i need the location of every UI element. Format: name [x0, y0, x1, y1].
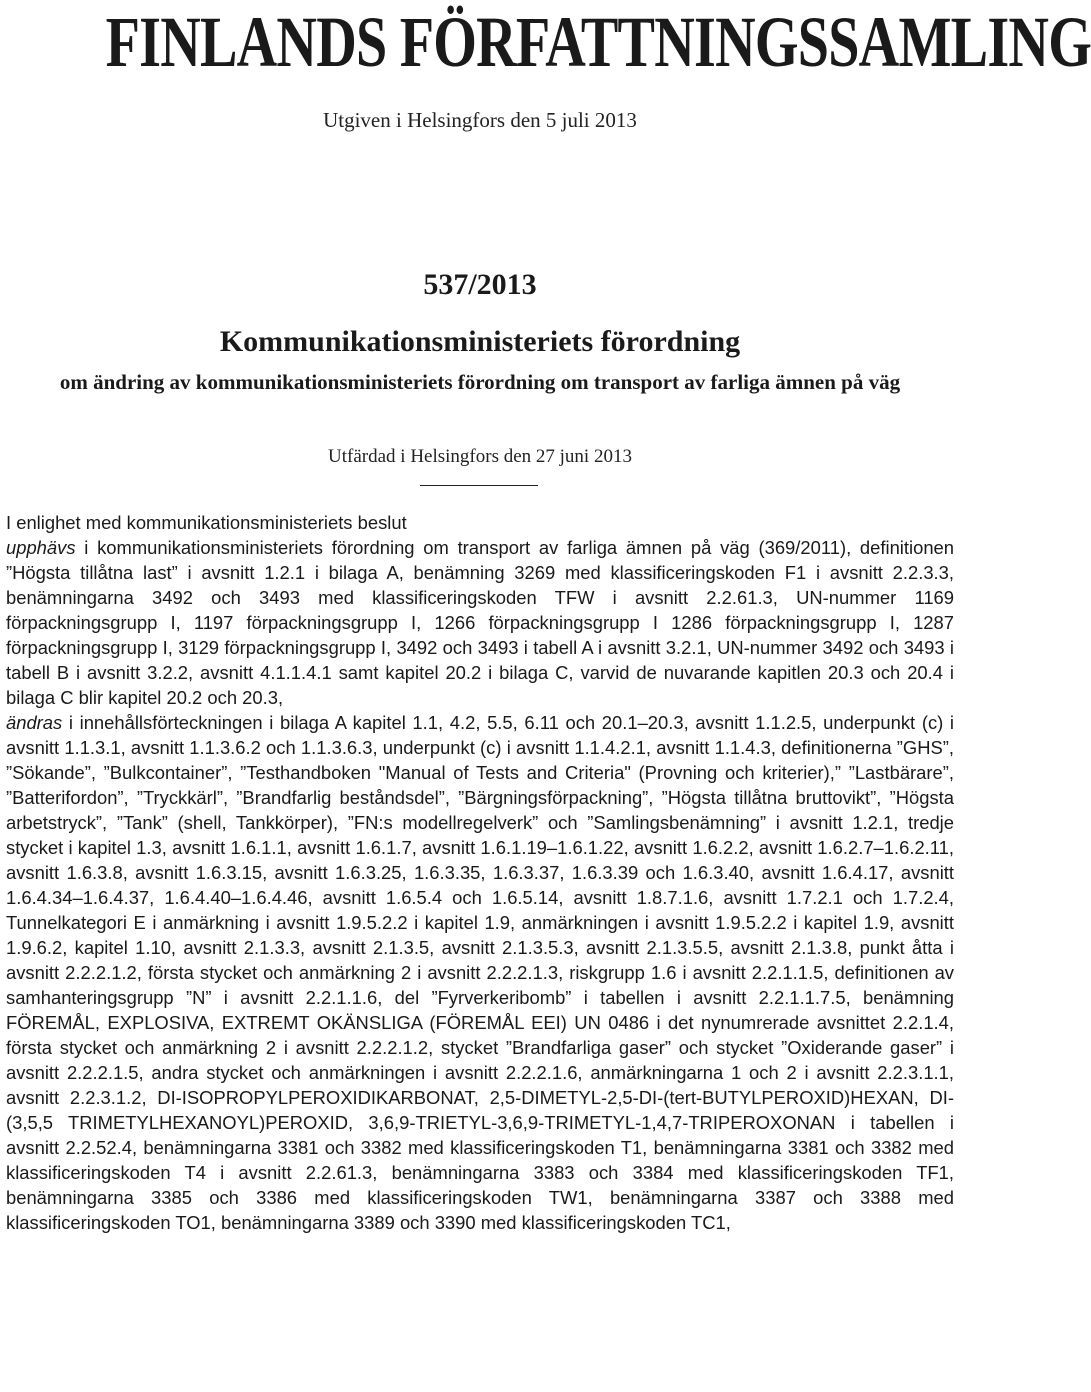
intro-line: I enlighet med kommunikationsministeriets beslut [6, 512, 407, 533]
publication-date: Utgiven i Helsingfors den 5 juli 2013 [323, 108, 637, 132]
divider-rule [420, 485, 538, 486]
repealed-text: i kommunikationsministeriets förordning om transport av farliga ämnen på väg (369/2011), definitionen ”Högsta tillåtna last” i avsnitt 1.2.1 i bilaga A, benämning 3269 med klassificeringskoden F1 i avsnitt 2.2.3.3, benämningarna 3492 och 3493 med klassificeringskoden TFW i avsnitt 2.2.61.3, UN-nummer 1169 förpackningsgrupp I, 1197 förpackningsgrupp I, 1266 förpackningsgrupp I 1286 förpackningsgrupp I, 1287 förpackningsgrupp I, 3129 förpackningsgrupp I, 3492 och 3493 i tabell A i avsnitt 3.2.1, UN-nummer 3492 och 3493 i tabell B i avsnitt 3.2.2, avsnitt 4.1.1.4.1 samt kapitel 20.2 i bilaga C, varvid de nuvarande kapitlen 20.3 och 20.4 i bilaga C blir kapitel 20.2 och 20.3, [6, 537, 954, 708]
amend-paragraph [6, 710, 954, 1235]
repealed-keyword: upphävs [6, 537, 76, 558]
issued-date: Utfärdad i Helsingfors den 27 juni 2013 [328, 446, 632, 467]
amended-text: i innehållsförteckningen i bilaga A kapitel 1.1, 4.2, 5.5, 6.11 och 20.1–20.3, avsnitt 1.1.2.5, underpunkt (c) i avsnitt 1.1.3.1, avsnitt 1.1.3.6.2 och 1.1.3.6.3, underpunkt (c) i avsnitt 1.1.4.2.1, avsnitt 1.1.4.3, definitionerna ”GHS”, ”Sökande”, ”Bulkcontainer”, ”Testhandboken "Manual of Tests and Criteria" (Provning och kriterier),” ”Lastbärare”, ”Batterifordon”, ”Tryckkärl”, ”Brandfarlig beståndsdel”, ”Bärgningsförpackning”, ”Högsta tillåtna bruttovikt”, ”Högsta arbetstryck”, ”Tank” (shell, Tankkörper), ”FN:s modellregelverk” och ”Samlingsbenämning” i avsnitt 1.2.1, tredje stycket i kapitel 1.3, avsnitt 1.6.1.1, avsnitt 1.6.1.7, avsnitt 1.6.1.19–1.6.1.22, avsnitt 1.6.2.2, avsnitt 1.6.2.7–1.6.2.11, avsnitt 1.6.3.8, avsnitt 1.6.3.15, avsnitt 1.6.3.25, 1.6.3.35, 1.6.3.37, 1.6.3.39 och 1.6.3.40, avsnitt 1.6.4.17, avsnitt 1.6.4.34–1.6.4.37, 1.6.4.40–1.6.4.46, avsnitt 1.6.5.4 och 1.6.5.14, avsnitt 1.8.7.1.6, avsnitt 1.7.2.1 och 1.7.2.4, Tunnelkategori E i anmärkning i avsnitt 1.9.5.2.2 i kapitel 1.9, anmärkningen i avsnitt 1.9.5.2.2 i kapitel 1.9, avsnitt 1.9.6.2, kapitel 1.10, avsnitt 2.1.3.3, avsnitt 2.1.3.5, avsnitt 2.1.3.5.3, avsnitt 2.1.3.5.5, avsnitt 2.1.3.8, punkt åtta i avsnitt 2.2.2.1.2, första stycket och anmärkning 2 i avsnitt 2.2.2.1.3, riskgrupp 1.6 i avsnitt 2.2.1.1.5, definitionen av samhanteringsgrupp ”N” i avsnitt 2.2.1.1.6, del ”Fyrverkeribomb” i tabellen i avsnitt 2.2.1.1.7.5, benämning FÖREMÅL, EXPLOSIVA, EXTREMT OKÄNSLIGA (FÖREMÅL EEI) UN 0486 i det nynumrerade avsnittet 2.2.1.4, första stycket och anmärkning 2 i avsnitt 2.2.2.1.2, stycket ”Brandfarliga gaser” och stycket ”Oxiderande gaser” i avsnitt 2.2.2.1.5, andra stycket och anmärkningen i avsnitt 2.2.2.1.6, anmärkningarna 1 och 2 i avsnitt 2.2.3.1.1, avsnitt 2.2.3.1.2, DI-ISOPROPYLPEROXIDIKARBONAT, 2,5-DIMETYL-2,5-DI-(tert-BUTYLPEROXID)HEXAN, DI-(3,5,5 TRIMETYLHEXANOYL)PEROXID, 3,6,9-TRIETYL-3,6,9-TRIMETYL-1,4,7-TRIPEROXONAN i tabellen i avsnitt 2.2.52.4, benämningarna 3381 och 3382 med klassificeringskoden T1, benämningarna 3381 och 3382 med klassificeringskoden T4 i avsnitt 2.2.61.3, benämningarna 3383 och 3384 med klassificeringskoden TF1, benämningarna 3385 och 3386 med klassificeringskoden TW1, benämningarna 3387 och 3388 med klassificeringskoden TO1, benämningarna 3389 och 3390 med klassificeringskoden TC1, [6, 712, 954, 1233]
statute-number: 537/2013 [423, 268, 537, 301]
statute-title: Kommunikationsministeriets förordning [219, 325, 741, 358]
body-text [6, 510, 954, 1235]
statute-subtitle: om ändring av kommunikationsministeriets förordning om transport av farliga ämnen på väg [59, 370, 901, 394]
repeal-paragraph [6, 535, 954, 710]
masthead-title: FINLANDS FÖRFATTNINGSSAMLING [105, 2, 1091, 82]
amended-keyword: ändras [6, 712, 63, 733]
